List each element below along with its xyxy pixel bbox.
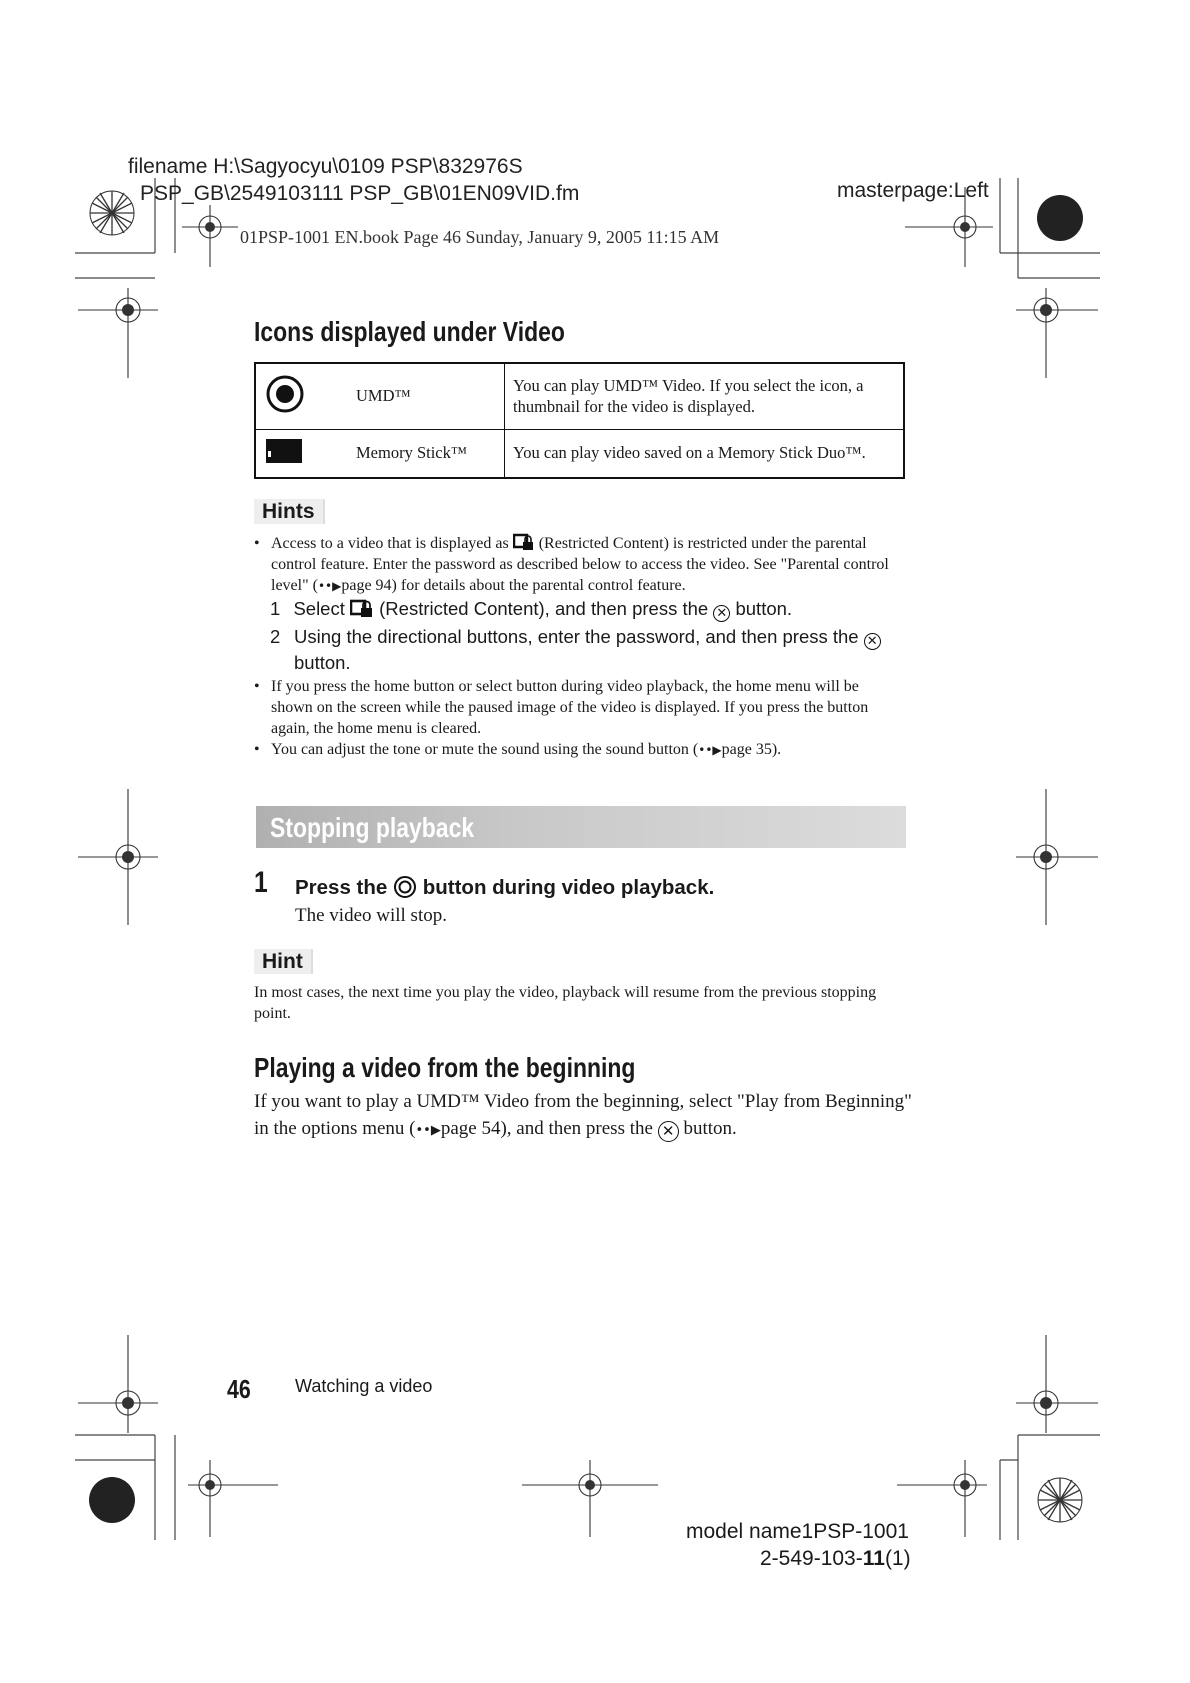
cross-button-icon: ✕ <box>864 633 881 650</box>
memory-stick-icon <box>264 437 306 465</box>
umd-icon <box>264 373 306 415</box>
model-code-b: 11 <box>862 1547 885 1570</box>
hint-bullet-3-page-ref: page 35). <box>721 741 782 758</box>
book-info-line: 01PSP-1001 EN.book Page 46 Sunday, January 9, 2005 11:15 AM <box>240 227 720 247</box>
page-number: 46 <box>227 1374 251 1404</box>
hints-label-box <box>254 500 325 524</box>
step-2-text-a: Using the directional buttons, enter the password, and then press the <box>294 626 859 647</box>
step-1-text-b: (Restricted Content), and then press the <box>379 598 709 619</box>
restricted-content-icon <box>350 599 374 618</box>
hint-step-2 <box>270 624 910 675</box>
stop-step-result: The video will stop. <box>295 905 447 926</box>
restricted-content-icon <box>513 533 535 551</box>
masterpage-label: masterpage:Left <box>837 179 989 202</box>
model-code-c: (1) <box>884 1547 911 1570</box>
icons-table <box>254 362 905 479</box>
step-number: 2 <box>270 626 281 647</box>
model-code-a: 2-549-103- <box>760 1547 863 1570</box>
hint-bullet-1 <box>254 533 904 597</box>
icon-name-umd: UMD™ <box>318 363 505 429</box>
model-code-line <box>760 1547 911 1571</box>
beginning-page-ref: page 54), and then press the <box>440 1118 653 1139</box>
cross-button-icon: ✕ <box>713 605 730 622</box>
footer-section-name: Watching a video <box>295 1376 433 1396</box>
section-title-stopping: Stopping playback <box>270 812 475 843</box>
beginning-text <box>254 1088 914 1144</box>
filename-line-1: filename H:\Sagyocyu\0109 PSP\832976S <box>128 155 523 178</box>
icon-desc-umd: You can play UMD™ Video. If you select the icon, a thumbnail for the video is displayed. <box>505 363 905 429</box>
hint-bullet-3-text: You can adjust the tone or mute the sound using the sound button ( <box>271 741 699 758</box>
beginning-text-b: button. <box>683 1118 737 1139</box>
beginning-text-a: If you want to play a UMD™ Video from the beginning, select "Play from Beginning" in the options menu ( <box>254 1091 912 1139</box>
model-name-line: model name1PSP-1001 <box>686 1520 909 1543</box>
step-1-text-a: Select <box>293 598 345 619</box>
hint-bullet-2-text: If you press the home button or select button during video playback, the home menu will be shown on the screen while the paused image of the video is displayed. If you press the button again, the home menu is cleared. <box>271 678 869 737</box>
table-row <box>255 429 904 478</box>
table-row <box>255 363 904 429</box>
stop-hint-text: In most cases, the next time you play the video, playback will resume from the previous stopping point. <box>254 984 877 1022</box>
step-1-text-c: button. <box>735 598 793 619</box>
icon-name-memory-stick: Memory Stick™ <box>318 429 505 478</box>
hint-bullet-1-text-b: (Restricted Content) is restricted under the parental control feature. Enter the password as described below to access the video. See "Parental control level" ( <box>271 535 889 594</box>
step-number: 1 <box>270 598 281 619</box>
hint-label: Hint <box>254 949 313 974</box>
section-title-icons: Icons displayed under Video <box>254 316 565 347</box>
section-banner-stopping <box>256 806 906 848</box>
umd-icon-cell <box>255 363 318 429</box>
page-arrow-icon: ••▶ <box>698 743 722 757</box>
stop-step <box>254 866 271 900</box>
stop-step-text-a: Press the <box>295 876 388 899</box>
stop-step-text-b: button during video playback. <box>422 876 715 899</box>
section-title-beginning: Playing a video from the beginning <box>254 1052 636 1083</box>
stop-circle-button-icon <box>393 875 417 899</box>
stop-step-instruction <box>295 875 714 900</box>
hint-step-1 <box>270 596 910 622</box>
bullet-dot: • <box>254 741 260 758</box>
cross-button-icon: ✕ <box>658 1121 679 1142</box>
hint-label-box <box>254 950 313 974</box>
hint-bullet-2 <box>254 676 904 739</box>
step-number: 1 <box>254 866 268 899</box>
hint-bullet-1-text-a: Access to a video that is displayed as <box>271 535 509 552</box>
filename-line-2: PSP_GB\2549103111 PSP_GB\01EN09VID.fm <box>140 182 580 205</box>
step-2-text-c: button. <box>294 652 351 673</box>
bullet-dot: • <box>254 678 260 695</box>
page-arrow-icon: ••▶ <box>317 579 342 593</box>
memory-stick-icon-cell <box>255 429 318 478</box>
icon-desc-memory-stick: You can play video saved on a Memory Stick Duo™. <box>505 429 905 478</box>
hint-bullet-1-page-ref: page 94) for details about the parental control feature. <box>341 577 686 594</box>
hint-bullet-3 <box>254 739 904 761</box>
page-arrow-icon: ••▶ <box>415 1123 441 1138</box>
hints-label: Hints <box>254 499 325 524</box>
bullet-dot: • <box>254 535 260 552</box>
